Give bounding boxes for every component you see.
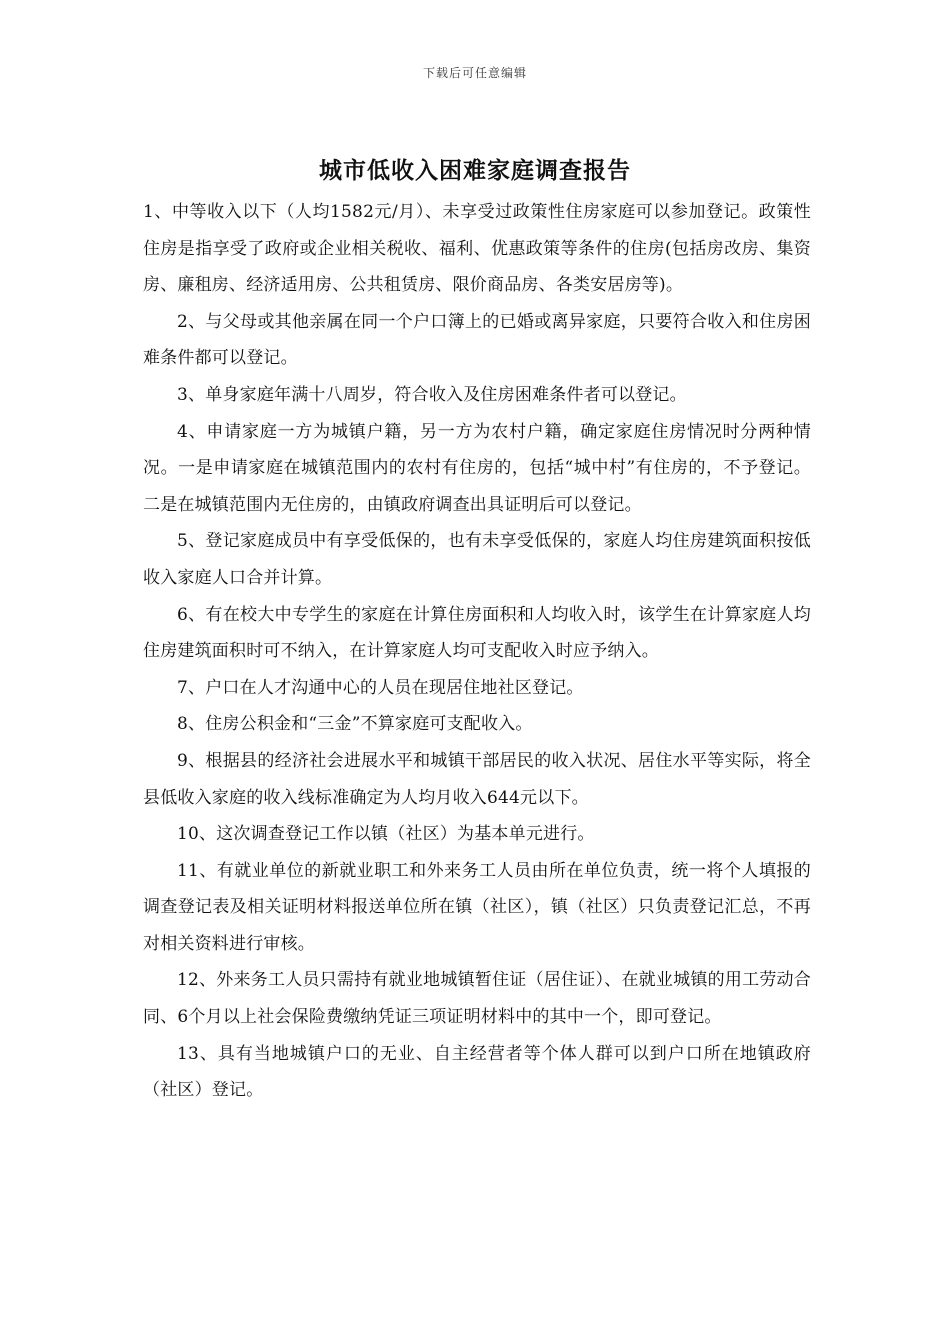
- paragraph-3: 3、单身家庭年满十八周岁，符合收入及住房困难条件者可以登记。: [177, 384, 687, 405]
- paragraph-2: 2、与父母或其他亲属在同一个户口簿上的已婚或离异家庭，只要符合收入和住房困难条件都可以登记。: [143, 311, 811, 369]
- paragraph-9: 9、根据县的经济社会进展水平和城镇干部居民的收入状况、居住水平等实际，将全县低收入家庭的收入线标准确定为人均月收入644元以下。: [143, 750, 811, 808]
- paragraph-13: 13、具有当地城镇户口的无业、自主经营者等个体人群可以到户口所在地镇政府（社区）登记。: [143, 1043, 811, 1101]
- page-header-note: 下载后可任意编辑: [422, 66, 527, 80]
- document-title: 城市低收入困难家庭调查报告: [319, 157, 631, 184]
- paragraph-6: 6、有在校大中专学生的家庭在计算住房面积和人均收入时，该学生在计算家庭人均住房建筑面积时可不纳入，在计算家庭人均可支配收入时应予纳入。: [143, 604, 811, 662]
- paragraph-1: 1、中等收入以下（人均1582元/月）、未享受过政策性住房家庭可以参加登记。政策性住房是指享受了政府或企业相关税收、福利、优惠政策等条件的住房(包括房改房、集资房、廉租房、经济适用房、公共租赁房、限价商品房、各类安居房等)。: [143, 202, 811, 296]
- document-body: [143, 194, 811, 1109]
- paragraph-7: 7、户口在人才沟通中心的人员在现居住地社区登记。: [177, 677, 584, 698]
- paragraph-8: 8、住房公积金和“三金”不算家庭可支配收入。: [177, 714, 533, 735]
- paragraph-10: 10、这次调查登记工作以镇（社区）为基本单元进行。: [177, 824, 595, 845]
- paragraph-4: 4、申请家庭一方为城镇户籍，另一方为农村户籍，确定家庭住房情况时分两种情况。一是申请家庭在城镇范围内的农村有住房的，包括“城中村”有住房的，不予登记。二是在城镇范围内无住房的，由镇政府调查出具证明后可以登记。: [143, 421, 811, 515]
- paragraph-11: 11、有就业单位的新就业职工和外来务工人员由所在单位负责，统一将个人填报的调查登记表及相关证明材料报送单位所在镇（社区），镇（社区）只负责登记汇总，不再对相关资料进行审核。: [143, 860, 811, 954]
- paragraph-5: 5、登记家庭成员中有享受低保的，也有未享受低保的，家庭人均住房建筑面积按低收入家庭人口合并计算。: [143, 531, 811, 588]
- paragraph-12: 12、外来务工人员只需持有就业地城镇暂住证（居住证）、在就业城镇的用工劳动合同、6个月以上社会保险费缴纳凭证三项证明材料中的其中一个，即可登记。: [143, 970, 811, 1028]
